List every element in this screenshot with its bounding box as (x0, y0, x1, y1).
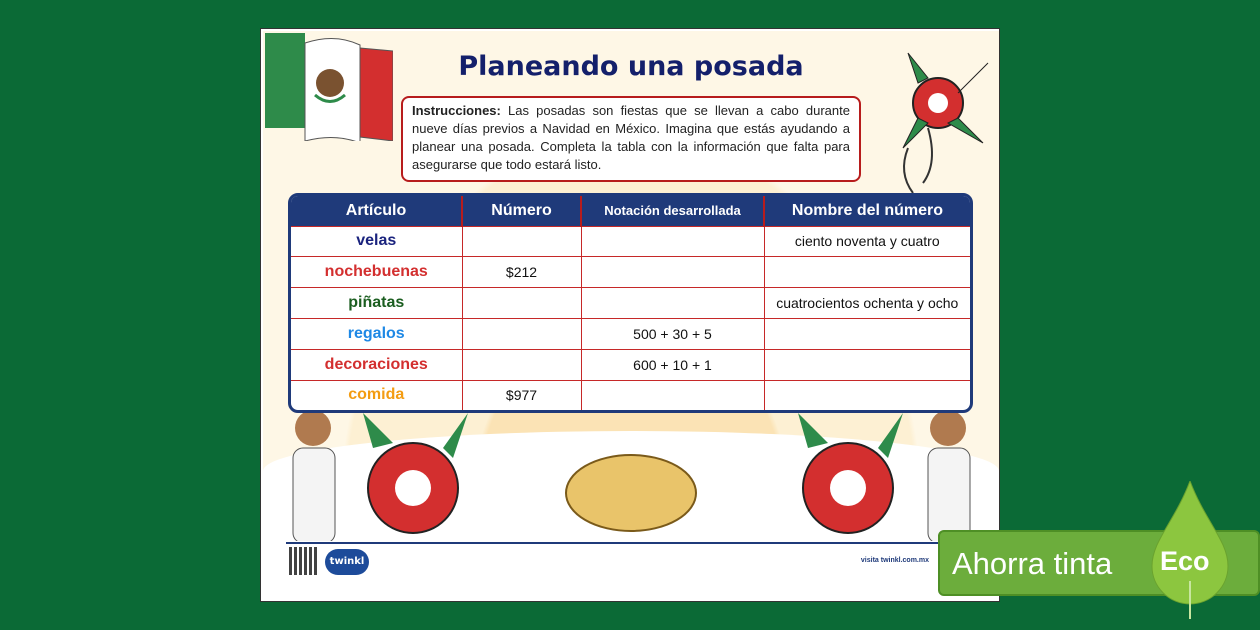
header-numero: Número (462, 196, 581, 226)
header-nombre: Nombre del número (764, 196, 970, 226)
eco-badge: Eco (1160, 546, 1210, 576)
numero-cell[interactable] (462, 349, 581, 380)
numero-cell[interactable]: $212 (462, 257, 581, 288)
header-notacion: Notación desarrollada (581, 196, 764, 226)
nombre-cell[interactable] (764, 257, 970, 288)
worksheet (260, 28, 1000, 602)
nombre-cell[interactable]: cuatrocientos ochenta y ocho (764, 288, 970, 319)
instructions-text: Las posadas son fiestas que se llevan a cabo durante nueve días previos a Navidad en México. Imagina que estás ayudando a planear una posada. Completa la tabla con la información que falta para asegurarse que todo estará listo. (412, 103, 850, 172)
item-cell: comida (291, 380, 462, 410)
instructions-label: Instrucciones: (412, 103, 501, 118)
eco-label: Ahorra tinta (952, 546, 1113, 581)
table-row (291, 380, 970, 410)
table-row (291, 288, 970, 319)
item-cell: nochebuenas (291, 257, 462, 288)
pinata-left-image (363, 413, 468, 533)
notacion-cell[interactable] (581, 226, 764, 257)
numero-cell[interactable] (462, 318, 581, 349)
pinata-right-image (798, 413, 903, 533)
twinkl-logo: twinkl (325, 549, 369, 575)
item-cell: piñatas (291, 288, 462, 319)
notacion-cell[interactable] (581, 380, 764, 410)
posada-illustration (263, 403, 999, 541)
planning-table (288, 193, 973, 413)
footer-divider (286, 542, 976, 544)
numero-cell[interactable] (462, 288, 581, 319)
nombre-cell[interactable]: ciento noventa y cuatro (764, 226, 970, 257)
item-cell: regalos (291, 318, 462, 349)
qr-code-image (289, 547, 317, 575)
numero-cell[interactable]: $977 (462, 380, 581, 410)
nombre-cell[interactable] (764, 318, 970, 349)
item-cell: velas (291, 226, 462, 257)
page-title: Planeando una posada (458, 51, 804, 82)
notacion-cell[interactable]: 600 + 10 + 1 (581, 349, 764, 380)
table-row (291, 349, 970, 380)
notacion-cell[interactable] (581, 288, 764, 319)
header-articulo: Artículo (291, 196, 462, 226)
tamales-image (566, 455, 696, 531)
item-cell: decoraciones (291, 349, 462, 380)
nombre-cell[interactable] (764, 349, 970, 380)
notacion-cell[interactable]: 500 + 30 + 5 (581, 318, 764, 349)
notacion-cell[interactable] (581, 257, 764, 288)
visit-link[interactable]: visita twinkl.com.mx (860, 557, 929, 564)
mexico-flag-image (265, 33, 393, 141)
nombre-cell[interactable] (764, 380, 970, 410)
instructions-box (401, 96, 861, 182)
table-row (291, 226, 970, 257)
numero-cell[interactable] (462, 226, 581, 257)
child-right-image (928, 410, 970, 541)
table-row (291, 318, 970, 349)
child-left-image (293, 410, 335, 541)
table-row (291, 257, 970, 288)
